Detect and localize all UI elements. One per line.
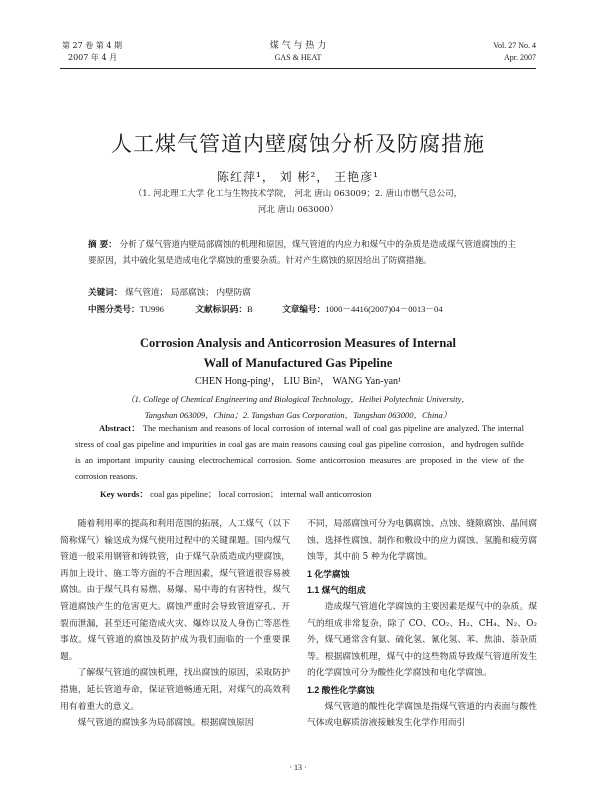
- body-paragraph: 造成煤气管道化学腐蚀的主要因素是煤气中的杂质。煤气的组成非常复杂，除了 CO、CO₂、H₂、CH₄、N₂、O₂ 外，煤气通常含有氨、硫化氢、氰化氢、苯、焦油、萘杂质等。根据腐蚀机理，煤气中的这些物质导致煤气管道所发生的化学腐蚀可分为酸性化学腐蚀和电化学腐蚀。: [307, 601, 537, 679]
- body-paragraph: 了解煤气管道的腐蚀机理，找出腐蚀的原因，采取防护措施，延长管道寿命，保证管道畅通无阻，对煤气的高效利用有着重大的意义。: [60, 668, 290, 712]
- keywords-cn-text: 煤气管道； 局部腐蚀； 内壁防腐: [125, 288, 251, 298]
- abstract-en-label: Abstract：: [99, 423, 141, 433]
- abstract-cn: [88, 237, 516, 269]
- body-paragraph: 煤气管道的酸性化学腐蚀是指煤气管道的内表面与酸性气体或电解质溶液接触发生化学作用而引: [307, 701, 537, 729]
- keywords-cn-label: 关键词：: [88, 288, 123, 298]
- clc-label: 中图分类号：: [88, 305, 140, 315]
- article-number-label: 文章编号：: [282, 305, 326, 315]
- article-title-en: [0, 333, 596, 373]
- volume-issue-en: Vol. 27 No. 4: [493, 41, 536, 50]
- authors-en: CHEN Hong-ping¹， LIU Bin²， WANG Yan-yan¹: [194, 376, 402, 387]
- keywords-en-label: Key words：: [100, 489, 148, 499]
- date-cn: 2007 年 4 月: [68, 53, 118, 62]
- volume-issue-cn: 第 27 卷 第 4 期: [62, 41, 122, 50]
- authors-cn: 陈红萍¹， 刘 彬²， 王艳彦¹: [217, 170, 379, 184]
- abstract-en: [75, 420, 524, 484]
- journal-name-cn: 煤 气 与 热 力: [269, 41, 327, 51]
- affiliation-cn-line1: （1. 河北理工大学 化工与生物技术学院， 河北 唐山 063009；2. 唐山市燃气总公司，: [133, 189, 463, 199]
- keywords-en: [100, 488, 524, 500]
- title-en-line2: Wall of Manufactured Gas Pipeline: [203, 356, 393, 370]
- header-volume-en: [493, 40, 536, 64]
- doc-code-value: B: [246, 304, 253, 314]
- body-paragraph: 随着利用率的提高和利用范围的拓展，人工煤气（以下简称煤气）输送成为煤气使用过程中的关键课题。国内煤气管道一般采用钢管和铸铁管，由于煤气杂质造成内壁腐蚀，再加上设计、施工等方面的不合理因素，煤气管道很容易被腐蚀。由于煤气具有易燃、易爆、易中毒的有害特性，煤气管道腐蚀产生的危害更大。腐蚀严重时会导致管道穿孔、开裂而泄漏，甚至还可能造成火灾、爆炸以及人身伤亡等恶性事故。煤气管道的腐蚀及防护成为我们面临的一个重要课题。: [60, 519, 290, 662]
- section-heading-1-1: 1.1 煤气的组成: [307, 585, 366, 596]
- journal-name-en: GAS & HEAT: [274, 53, 322, 62]
- section-heading-1: 1 化学腐蚀: [307, 568, 350, 579]
- page-number: · 13 ·: [289, 763, 307, 772]
- affiliation-cn: [100, 186, 496, 218]
- doc-code-label: 文献标识码：: [195, 305, 247, 315]
- date-en: Apr. 2007: [504, 53, 536, 62]
- affiliation-en-line1: （1. College of Chemical Engineering and Biological Technology，Heibei Polytechnic University，: [126, 394, 470, 404]
- abstract-cn-text: 分析了煤气管道内壁局部腐蚀的机理和原因，煤气管道的内应力和煤气中的杂质是造成煤气管道腐蚀的主要原因，其中硫化氢是造成电化学腐蚀的重要杂质。针对产生腐蚀的原因给出了防腐措施。: [88, 240, 516, 266]
- body-right-column: [307, 516, 537, 732]
- header-divider: [60, 68, 536, 69]
- body-paragraph: 煤气管道的腐蚀多为局部腐蚀。根据腐蚀原因: [77, 718, 254, 729]
- article-title-cn: 人工煤气管道内壁腐蚀分析及防腐措施: [111, 132, 485, 156]
- keywords-cn: [88, 285, 516, 301]
- body-paragraph: 不同，局部腐蚀可分为电偶腐蚀、点蚀、缝隙腐蚀、晶间腐蚀、选择性腐蚀、制作和敷设中的应力腐蚀、氢脆和疲劳腐蚀等，其中前 5 种为化学腐蚀。: [307, 519, 537, 563]
- affiliation-en: [100, 391, 496, 423]
- affiliation-cn-line2: 河北 唐山 063000）: [257, 205, 339, 215]
- classification-line: [88, 301, 516, 318]
- section-heading-1-2: 1.2 酸性化学腐蚀: [307, 684, 375, 695]
- clc-value: TU996: [139, 304, 164, 314]
- abstract-cn-label: 摘 要：: [88, 240, 117, 250]
- abstract-en-text: The mechanism and reasons of local corrosion of internal wall of coal gas pipeline are analyzed. The internal stress of coal gas pipeline and impurities in coal gas are main reasons causing coal gas pipeline corrosion，and hydrogen sulfide is an important impurity causing electrochemical corrosion. Some anticorrosion measures are proposed in the view of the corrosion reasons.: [75, 423, 524, 481]
- keywords-en-text: coal gas pipeline； local corrosion； internal wall anticorrosion: [150, 489, 372, 499]
- body-left-column: [60, 516, 290, 732]
- affiliation-en-line2: Tangshan 063009，China；2. Tangshan Gas Corporation，Tangshan 063000，China）: [144, 410, 452, 420]
- article-number-value: 1000－4416(2007)04－0013－04: [325, 304, 443, 314]
- title-en-line1: Corrosion Analysis and Anticorrosion Measures of Internal: [140, 336, 456, 350]
